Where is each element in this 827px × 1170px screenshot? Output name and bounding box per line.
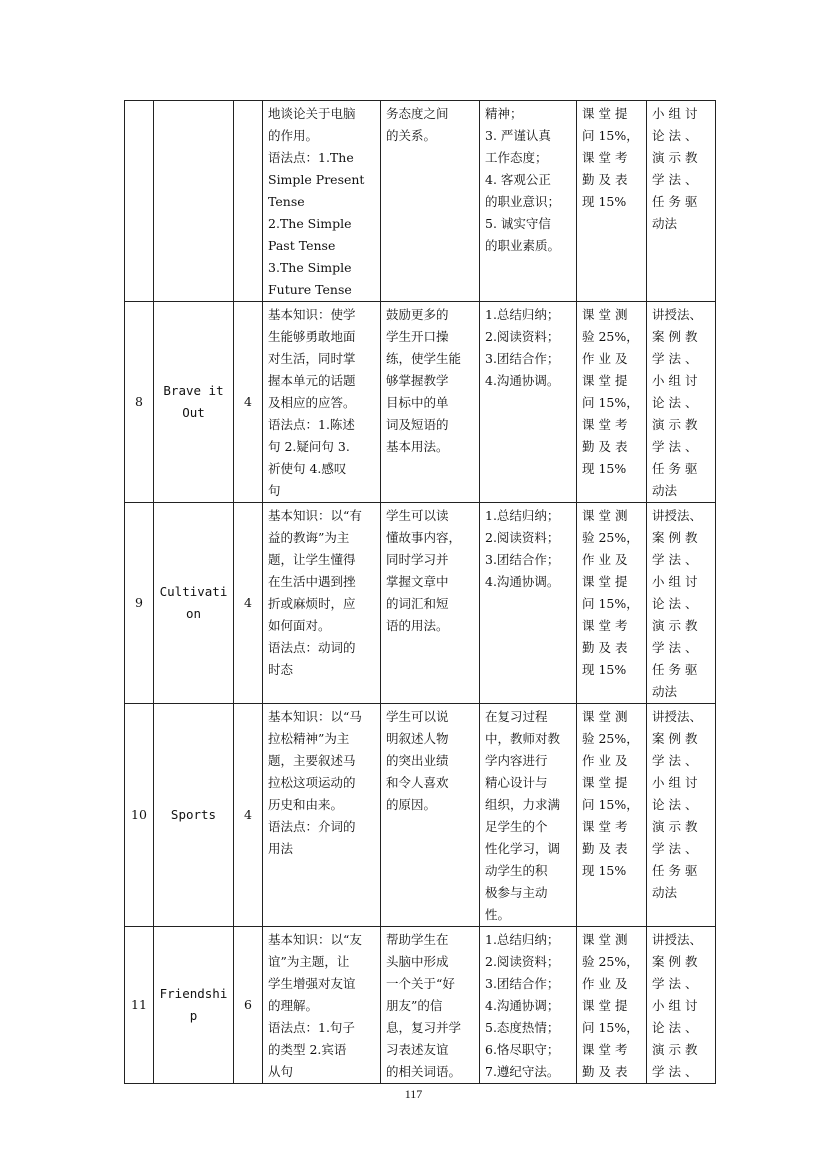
cell-line: 句 2.疑问句 3. [268, 439, 350, 454]
cell-line: 目标中的单 [386, 395, 449, 410]
content-cell [263, 927, 381, 1084]
cell-line: 课 堂 提 [582, 775, 628, 790]
method-cell [647, 927, 716, 1084]
cell-line: 2.阅读资料； [485, 329, 560, 344]
cell-line: 词及短语的 [386, 417, 449, 432]
table-row [125, 704, 716, 927]
method-cell [647, 101, 716, 302]
content-cell [263, 503, 381, 704]
cell-line: 讲授法、 [652, 932, 703, 947]
cell-line: 论 法 、 [652, 1020, 698, 1035]
assessment-cell [577, 927, 647, 1084]
cell-line: 论 法 、 [652, 596, 698, 611]
quality-cell [480, 704, 577, 927]
cell-line: 3.团结合作； [485, 351, 560, 366]
goal-cell [381, 503, 480, 704]
cell-line: 论 法 、 [652, 797, 698, 812]
cell-line: 掌握文章中 [386, 574, 449, 589]
cell-line: 学 法 、 [652, 976, 698, 991]
cell-line: 4.沟通协调。 [485, 373, 560, 388]
cell-line: Tense [268, 194, 305, 209]
cell-line: 语法点：1.句子 [268, 1020, 355, 1035]
cell-line: 息，复习并学 [386, 1020, 462, 1035]
cell-line: 勤 及 表 [582, 172, 628, 187]
cell-line: 地谈论关于电脑 [268, 106, 356, 121]
unit-title: Brave it Out [163, 383, 224, 420]
cell-line: 学 法 、 [652, 753, 698, 768]
cell-line: 勤 及 表 [582, 841, 628, 856]
goal-cell [381, 302, 480, 503]
cell-line: 任 务 驱 [652, 662, 698, 677]
cell-line: 祈使句 4.感叹 [268, 461, 347, 476]
cell-line: 课 堂 提 [582, 998, 628, 1013]
cell-line: 任 务 驱 [652, 461, 698, 476]
cell-line: 勤 及 表 [582, 1064, 628, 1079]
cell-line: 组织，力求满 [485, 797, 561, 812]
hours-cell [234, 101, 263, 302]
cell-line: 学 法 、 [652, 1064, 698, 1079]
row-number-cell [125, 927, 154, 1084]
cell-line: 学 法 、 [652, 172, 698, 187]
cell-line: 小 组 讨 [652, 373, 698, 388]
cell-line: 的原因。 [386, 797, 437, 812]
assessment-cell [577, 704, 647, 927]
row-number: 9 [135, 595, 143, 610]
assessment-cell [577, 302, 647, 503]
table-row [125, 302, 716, 503]
cell-line: 作 业 及 [582, 552, 628, 567]
cell-line: 演 示 教 [652, 417, 698, 432]
cell-line: 语法点：1.陈述 [268, 417, 355, 432]
goal-cell [381, 927, 480, 1084]
cell-line: 现 15% [582, 194, 627, 209]
cell-line: 3.团结合作； [485, 552, 560, 567]
cell-line: 7.遵纪守法。 [485, 1064, 560, 1079]
cell-line: 讲授法、 [652, 709, 703, 724]
cell-line: 的突出业绩 [386, 753, 449, 768]
cell-line: 课 堂 提 [582, 373, 628, 388]
cell-line: 验 25%， [582, 731, 639, 746]
cell-line: 1.总结归纳； [485, 932, 560, 947]
cell-line: 学生增强对友谊 [268, 976, 356, 991]
content-cell [263, 302, 381, 503]
cell-line: 的词汇和短 [386, 596, 449, 611]
unit-title-cell [154, 704, 234, 927]
cell-line: 动法 [652, 216, 678, 231]
cell-line: 的职业意识； [485, 194, 561, 209]
cell-line: 案 例 教 [652, 329, 698, 344]
cell-line: 作 业 及 [582, 976, 628, 991]
table-row [125, 101, 716, 302]
cell-line: 现 15% [582, 863, 627, 878]
method-cell [647, 503, 716, 704]
cell-line: 学 法 、 [652, 640, 698, 655]
cell-line: 学生可以读 [386, 508, 449, 523]
unit-title: Sports [170, 807, 217, 822]
cell-line: 课 堂 测 [582, 709, 628, 724]
hours-cell [234, 927, 263, 1084]
cell-line: 1.总结归纳； [485, 307, 560, 322]
cell-line: 讲授法、 [652, 508, 703, 523]
hours-value: 6 [244, 997, 252, 1012]
cell-line: 动法 [652, 885, 678, 900]
cell-line: 明叙述人物 [386, 731, 449, 746]
cell-line: 案 例 教 [652, 731, 698, 746]
cell-line: 课 堂 考 [582, 1042, 628, 1057]
cell-line: 勤 及 表 [582, 640, 628, 655]
cell-line: 课 堂 提 [582, 574, 628, 589]
cell-line: 题，主要叙述马 [268, 753, 356, 768]
cell-line: 的职业素质。 [485, 238, 561, 253]
cell-line: 益的教诲”为主 [268, 530, 350, 545]
goal-cell [381, 101, 480, 302]
cell-line: 小 组 讨 [652, 574, 698, 589]
cell-line: 朋友”的信 [386, 998, 443, 1013]
cell-line: 学生可以说 [386, 709, 449, 724]
cell-line: 问 15%， [582, 395, 639, 410]
cell-line: 在生活中遇到挫 [268, 574, 356, 589]
cell-line: 课 堂 考 [582, 417, 628, 432]
cell-line: 和令人喜欢 [386, 775, 449, 790]
assessment-cell [577, 503, 647, 704]
cell-line: 折或麻烦时，应 [268, 596, 356, 611]
cell-line: 课 堂 测 [582, 307, 628, 322]
cell-line: 基本知识：使学 [268, 307, 356, 322]
cell-line: 同时学习并 [386, 552, 449, 567]
cell-line: 懂故事内容， [386, 530, 462, 545]
hours-value: 4 [244, 394, 252, 409]
cell-line: 演 示 教 [652, 819, 698, 834]
cell-line: 极参与主动 [485, 885, 548, 900]
cell-line: 课 堂 提 [582, 106, 628, 121]
row-number-cell [125, 101, 154, 302]
table-body [125, 101, 716, 1084]
row-number-cell [125, 302, 154, 503]
unit-title: Cultivation [159, 584, 228, 621]
cell-line: 的理解。 [268, 998, 319, 1013]
cell-line: 动学生的积 [485, 863, 548, 878]
cell-line: 一个关于“好 [386, 976, 455, 991]
cell-line: 6.恪尽职守； [485, 1042, 560, 1057]
cell-line: 基本知识：以“马 [268, 709, 362, 724]
hours-cell [234, 503, 263, 704]
cell-line: 验 25%， [582, 329, 639, 344]
cell-line: 性。 [485, 907, 511, 922]
cell-line: 勤 及 表 [582, 439, 628, 454]
cell-line: 2.The Simple [268, 216, 352, 231]
cell-line: 4. 客观公正 [485, 172, 551, 187]
cell-line: 现 15% [582, 662, 627, 677]
cell-line: 3. 严谨认真 [485, 128, 551, 143]
cell-line: 任 务 驱 [652, 863, 698, 878]
cell-line: 课 堂 考 [582, 819, 628, 834]
cell-line: 案 例 教 [652, 530, 698, 545]
cell-line: 题，让学生懂得 [268, 552, 356, 567]
cell-line: 拉松这项运动的 [268, 775, 356, 790]
cell-line: 论 法 、 [652, 395, 698, 410]
unit-title-cell [154, 927, 234, 1084]
row-number: 8 [135, 394, 143, 409]
cell-line: 验 25%， [582, 530, 639, 545]
cell-line: 的相关词语。 [386, 1064, 462, 1079]
cell-line: 3.团结合作； [485, 976, 560, 991]
cell-line: 学 法 、 [652, 552, 698, 567]
cell-line: 3.The Simple [268, 260, 352, 275]
cell-line: 小 组 讨 [652, 998, 698, 1013]
cell-line: 头脑中形成 [386, 954, 449, 969]
quality-cell [480, 503, 577, 704]
cell-line: 演 示 教 [652, 150, 698, 165]
cell-line: 2.阅读资料； [485, 954, 560, 969]
cell-line: 案 例 教 [652, 954, 698, 969]
cell-line: 课 堂 测 [582, 508, 628, 523]
cell-line: 基本知识：以“有 [268, 508, 362, 523]
cell-line: 用法 [268, 841, 294, 856]
cell-line: 基本知识：以“友 [268, 932, 362, 947]
cell-line: Past Tense [268, 238, 336, 253]
cell-line: 语法点：动词的 [268, 640, 356, 655]
course-schedule-table [124, 100, 716, 1084]
row-number: 11 [131, 997, 147, 1012]
cell-line: 生能够勇敢地面 [268, 329, 356, 344]
content-cell [263, 101, 381, 302]
cell-line: 鼓励更多的 [386, 307, 449, 322]
cell-line: 小 组 讨 [652, 775, 698, 790]
cell-line: 谊”为主题，让 [268, 954, 350, 969]
cell-line: 任 务 驱 [652, 194, 698, 209]
table-row [125, 503, 716, 704]
cell-line: 如何面对。 [268, 618, 331, 633]
cell-line: Future Tense [268, 282, 352, 297]
cell-line: 问 15%， [582, 596, 639, 611]
page-number: 117 [404, 1087, 423, 1101]
cell-line: 够掌握教学 [386, 373, 449, 388]
cell-line: 语的用法。 [386, 618, 449, 633]
cell-line: 语法点：介词的 [268, 819, 356, 834]
cell-line: Simple Present [268, 172, 365, 187]
cell-line: 演 示 教 [652, 1042, 698, 1057]
row-number-cell [125, 503, 154, 704]
cell-line: 动法 [652, 684, 678, 699]
cell-line: 及相应的应答。 [268, 395, 356, 410]
cell-line: 4.沟通协调。 [485, 574, 560, 589]
quality-cell [480, 101, 577, 302]
hours-value: 4 [244, 807, 252, 822]
hours-value: 4 [244, 595, 252, 610]
cell-line: 5. 诚实守信 [485, 216, 551, 231]
cell-line: 帮助学生在 [386, 932, 449, 947]
cell-line: 性化学习，调 [485, 841, 561, 856]
row-number: 10 [131, 807, 147, 822]
content-cell [263, 704, 381, 927]
cell-line: 对生活，同时掌 [268, 351, 356, 366]
cell-line: 课 堂 测 [582, 932, 628, 947]
cell-line: 习表述友谊 [386, 1042, 449, 1057]
goal-cell [381, 704, 480, 927]
cell-line: 工作态度； [485, 150, 548, 165]
table-row [125, 927, 716, 1084]
cell-line: 小 组 讨 [652, 106, 698, 121]
cell-line: 学内容进行 [485, 753, 548, 768]
cell-line: 2.阅读资料； [485, 530, 560, 545]
row-number-cell [125, 704, 154, 927]
cell-line: 验 25%， [582, 954, 639, 969]
cell-line: 练，使学生能 [386, 351, 462, 366]
cell-line: 基本用法。 [386, 439, 449, 454]
cell-line: 拉松精神”为主 [268, 731, 350, 746]
cell-line: 5.态度热情； [485, 1020, 560, 1035]
cell-line: 的类型 2.宾语 [268, 1042, 347, 1057]
quality-cell [480, 302, 577, 503]
quality-cell [480, 927, 577, 1084]
cell-line: 课 堂 考 [582, 618, 628, 633]
cell-line: 精神； [485, 106, 523, 121]
cell-line: 在复习过程 [485, 709, 548, 724]
cell-line: 语法点：1.The [268, 150, 354, 165]
cell-line: 学 法 、 [652, 841, 698, 856]
hours-cell [234, 302, 263, 503]
cell-line: 的关系。 [386, 128, 437, 143]
cell-line: 动法 [652, 483, 678, 498]
unit-title: Friendship [159, 986, 228, 1023]
cell-line: 足学生的个 [485, 819, 548, 834]
cell-line: 务态度之间 [386, 106, 449, 121]
cell-line: 学生开口操 [386, 329, 449, 344]
cell-line: 中，教师对教 [485, 731, 561, 746]
cell-line: 讲授法、 [652, 307, 703, 322]
cell-line: 作 业 及 [582, 753, 628, 768]
cell-line: 课 堂 考 [582, 150, 628, 165]
cell-line: 学 法 、 [652, 439, 698, 454]
cell-line: 4.沟通协调； [485, 998, 560, 1013]
cell-line: 1.总结归纳； [485, 508, 560, 523]
method-cell [647, 704, 716, 927]
unit-title-cell [154, 101, 234, 302]
cell-line: 精心设计与 [485, 775, 548, 790]
cell-line: 历史和由来。 [268, 797, 344, 812]
cell-line: 学 法 、 [652, 351, 698, 366]
cell-line: 作 业 及 [582, 351, 628, 366]
cell-line: 从句 [268, 1064, 294, 1079]
cell-line: 演 示 教 [652, 618, 698, 633]
hours-cell [234, 704, 263, 927]
cell-line: 的作用。 [268, 128, 319, 143]
cell-line: 时态 [268, 662, 294, 677]
cell-line: 握本单元的话题 [268, 373, 356, 388]
cell-line: 现 15% [582, 461, 627, 476]
cell-line: 句 [268, 483, 281, 498]
cell-line: 问 15%， [582, 1020, 639, 1035]
unit-title-cell [154, 302, 234, 503]
cell-line: 问 15%， [582, 128, 639, 143]
method-cell [647, 302, 716, 503]
cell-line: 论 法 、 [652, 128, 698, 143]
assessment-cell [577, 101, 647, 302]
unit-title-cell [154, 503, 234, 704]
cell-line: 问 15%， [582, 797, 639, 812]
